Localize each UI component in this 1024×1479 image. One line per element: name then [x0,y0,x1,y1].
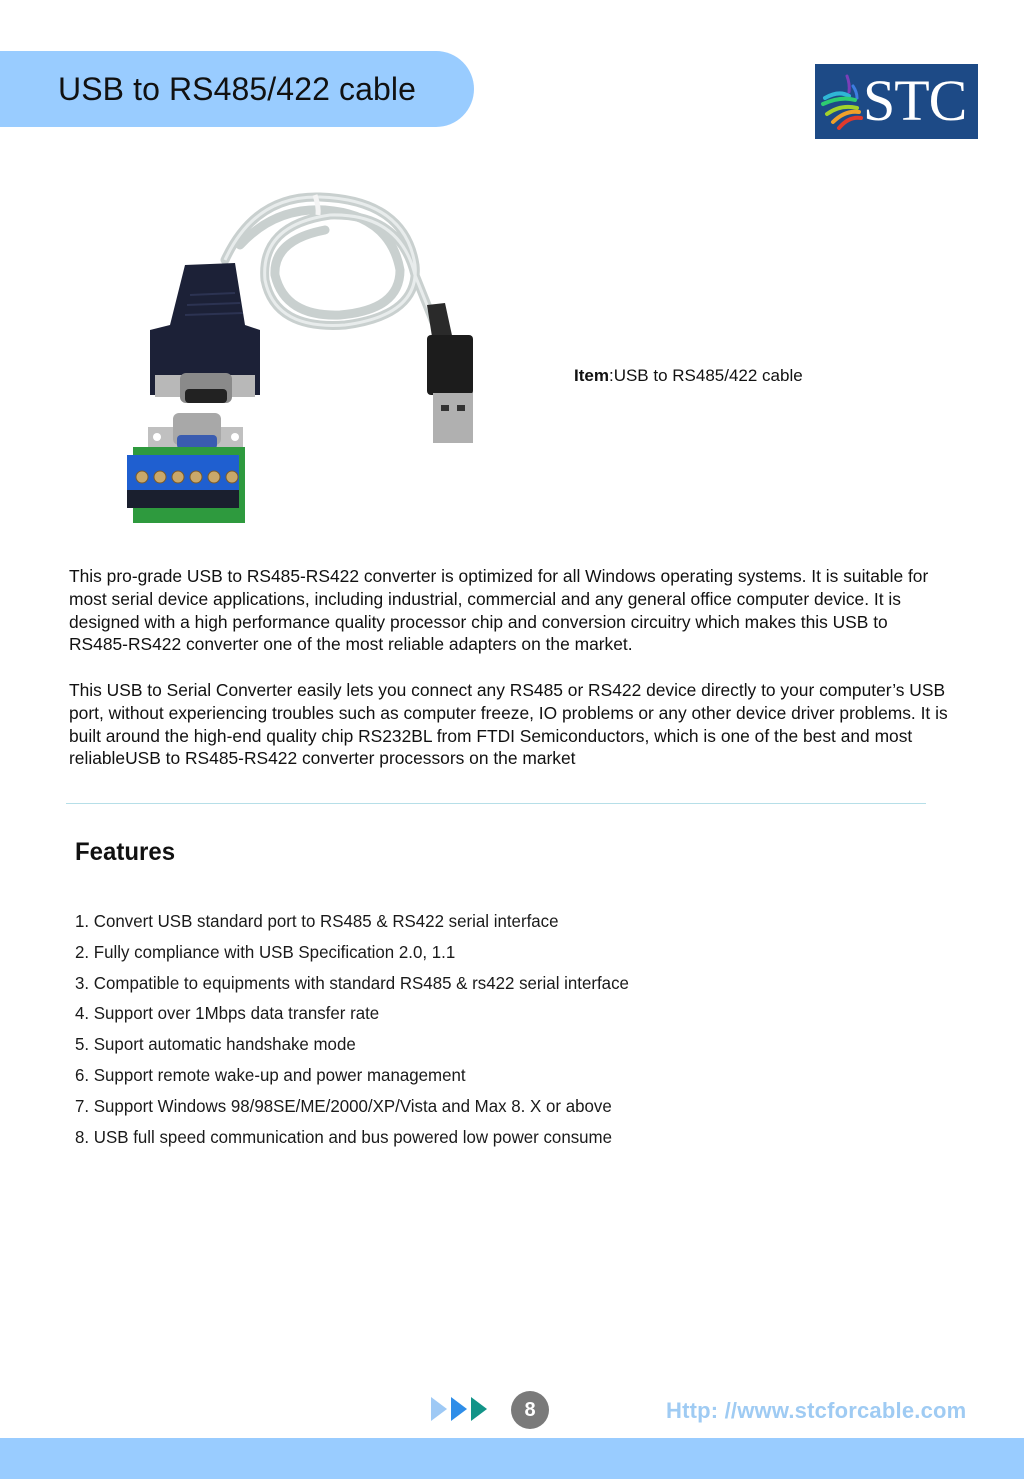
logo-burst-icon [819,74,869,130]
description-paragraph-2: This USB to Serial Converter easily lets you connect any RS485 or RS422 device directly to your computer’s USB port, without experiencing troubles such as computer freeze, IO problems or any other device driver problems. It is built around the high-end quality chip RS232BL from FTDI Semiconductors, which is one of the best and most reliableUSB to RS485-RS422 converter processors on the market [69,680,948,769]
feature-item: 4. Support over 1Mbps data transfer rate [75,1003,380,1024]
arrow-right-icon [471,1397,487,1421]
arrow-right-icon [431,1397,447,1421]
item-value: :USB to RS485/422 cable [608,366,803,385]
feature-item: 5. Suport automatic handshake mode [75,1034,356,1055]
features-heading: Features [75,838,176,866]
stc-logo [815,64,978,139]
feature-item: 3. Compatible to equipments with standard RS485 & rs422 serial interface [75,972,629,993]
website-url[interactable]: Http: //www.stcforcable.com [666,1398,967,1423]
feature-item: 6. Support remote wake-up and power management [75,1064,466,1085]
page-title: USB to RS485/422 cable [58,70,416,107]
feature-item: 1. Convert USB standard port to RS485 & RS422 serial interface [75,911,559,931]
feature-item: 8. USB full speed communication and bus powered low power consume [75,1126,613,1147]
description-paragraph-1: This pro-grade USB to RS485-RS422 converter is optimized for all Windows operating systems. It is suitable for most serial device applications, including industrial, commercial and any general office computer device. It is designed with a high performance quality processor chip and conversion circuitry which makes this USB to RS485-RS422 converter one of the most reliable adapters on the market. [69,566,929,655]
product-photo [115,185,515,530]
feature-item: 2. Fully compliance with USB Specification 2.0, 1.1 [75,941,456,962]
footer-arrows [431,1397,491,1421]
item-label: Item [574,366,609,385]
arrow-right-icon [451,1397,467,1421]
logo-text: STC [863,68,967,133]
section-divider [66,803,926,804]
page-number-badge: 8 [511,1391,549,1429]
title-banner [0,51,474,127]
feature-item: 7. Support Windows 98/98SE/ME/2000/XP/Vista and Max 8. X or above [75,1095,612,1116]
item-line [574,366,803,386]
usb-rs485-cable-image [115,185,515,530]
features-list [75,910,652,1156]
footer-band [0,1438,1024,1479]
